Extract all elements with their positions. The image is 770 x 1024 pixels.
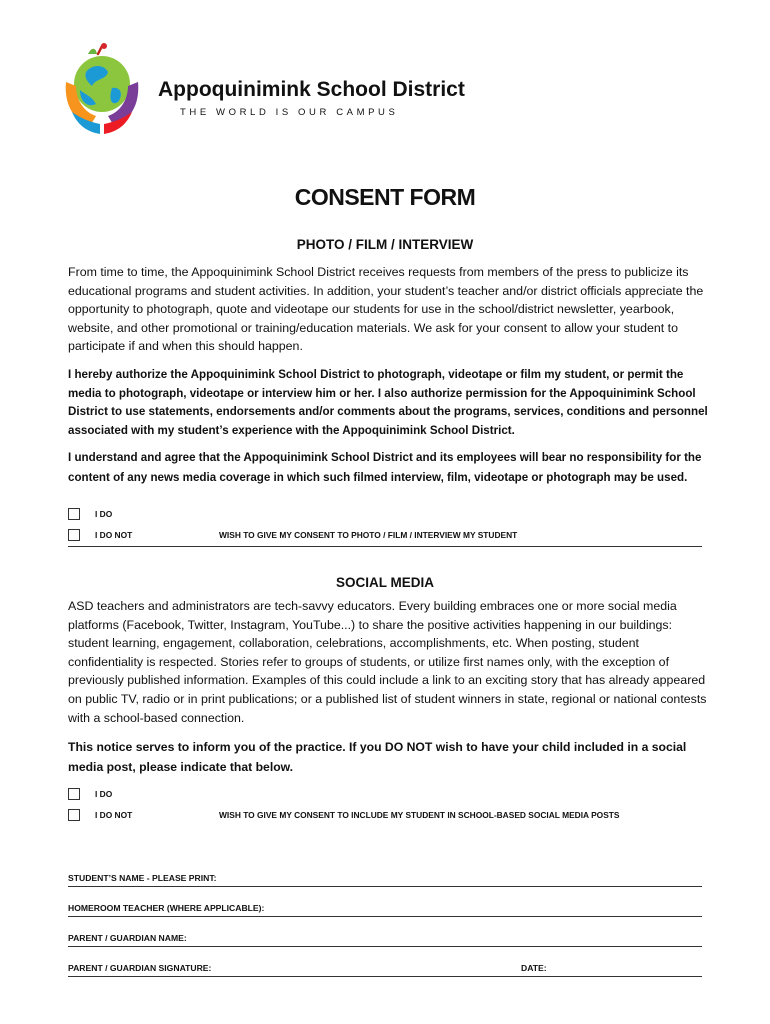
photo-section-heading: PHOTO / FILM / INTERVIEW xyxy=(296,237,474,252)
globe-apple-hands-logo xyxy=(62,42,142,138)
photo-consent-wish-text: WISH TO GIVE MY CONSENT TO PHOTO / FILM / INTERVIEW MY STUDENT xyxy=(219,530,518,540)
date-label: DATE: xyxy=(521,963,547,973)
photo-intro-paragraph: From time to time, the Appoquinimink School District receives requests from members of the press to publicize its educational programs and student activities. In addition, your student’s teacher and/or district officials appreciate the opportunity to photograph, quote and videotape our students for use in the school/district newsletter, yearbook, website, and other promotional or training/education materials. We ask for your consent to allow your student to participate if and when this should happen. xyxy=(68,265,704,354)
homeroom-teacher-label: HOMEROOM TEACHER (WHERE APPLICABLE): xyxy=(68,903,265,913)
parent-name-field[interactable] xyxy=(68,946,702,947)
social-consent-wish-text: WISH TO GIVE MY CONSENT TO INCLUDE MY STUDENT IN SCHOOL-BASED SOCIAL MEDIA POSTS xyxy=(219,810,620,820)
photo-authorization-paragraph: I hereby authorize the Appoquinimink School District to photograph, videotape or film my student, or permit the media to photograph, videotape or interview him or her. I also authorize permission for the Appoquinimink School District to use statements, endorsements and/or comments about the programs, services, conditions and personnel associated with my student’s experience with the Appoquinimink School District. xyxy=(68,368,708,437)
photo-agreement-paragraph: I understand and agree that the Appoquinimink School District and its employees will bear no responsibility for the content of any news media coverage in which such filmed interview, film, videotape or photograph may be used. xyxy=(68,451,702,484)
social-consent-do-not-row xyxy=(68,809,708,823)
district-tagline: THE WORLD IS OUR CAMPUS xyxy=(180,107,399,118)
social-section-heading: SOCIAL MEDIA xyxy=(335,575,434,590)
photo-consent-do-not-checkbox[interactable] xyxy=(68,529,80,541)
social-consent-do-not-label: I DO NOT xyxy=(95,810,133,820)
homeroom-teacher-field[interactable] xyxy=(68,916,702,917)
social-consent-do-label: I DO xyxy=(95,789,113,799)
social-consent-do-checkbox[interactable] xyxy=(68,788,80,800)
student-name-label: STUDENT’S NAME - PLEASE PRINT: xyxy=(68,873,217,883)
photo-consent-do-checkbox[interactable] xyxy=(68,508,80,520)
parent-signature-label: PARENT / GUARDIAN SIGNATURE: xyxy=(68,963,212,973)
parent-signature-field[interactable] xyxy=(68,976,702,977)
district-name: Appoquinimink School District xyxy=(158,78,465,101)
parent-name-label: PARENT / GUARDIAN NAME: xyxy=(68,933,187,943)
photo-consent-do-label: I DO xyxy=(95,509,113,519)
page-title: CONSENT FORM xyxy=(294,184,476,210)
photo-consent-do-not-row xyxy=(68,529,708,543)
photo-consent-do-row xyxy=(68,508,708,522)
social-consent-do-not-checkbox[interactable] xyxy=(68,809,80,821)
social-notice-paragraph: This notice serves to inform you of the practice. If you DO NOT wish to have your child included in a social media post, please indicate that below. xyxy=(68,740,687,774)
social-consent-do-row xyxy=(68,788,708,802)
photo-consent-do-not-label: I DO NOT xyxy=(95,530,133,540)
student-name-field[interactable] xyxy=(68,886,702,887)
social-intro-paragraph: ASD teachers and administrators are tech-savvy educators. Every building embraces one or more social media platforms (Facebook, Twitter, Instagram, YouTube...) to share the positive activities happening in our buildings: student learning, engagement, collaboration, celebrations, accomplishments, etc. When posting, student confidentiality is respected. Stories refer to groups of students, or utilize first names only, with the exception of previously published information. Examples of this could include a link to an exciting story that has already appeared on public TV, radio or in print publications; or a published list of student winners in state, regional or national contests with a school-based connection. xyxy=(68,599,707,725)
section-divider xyxy=(68,546,702,547)
